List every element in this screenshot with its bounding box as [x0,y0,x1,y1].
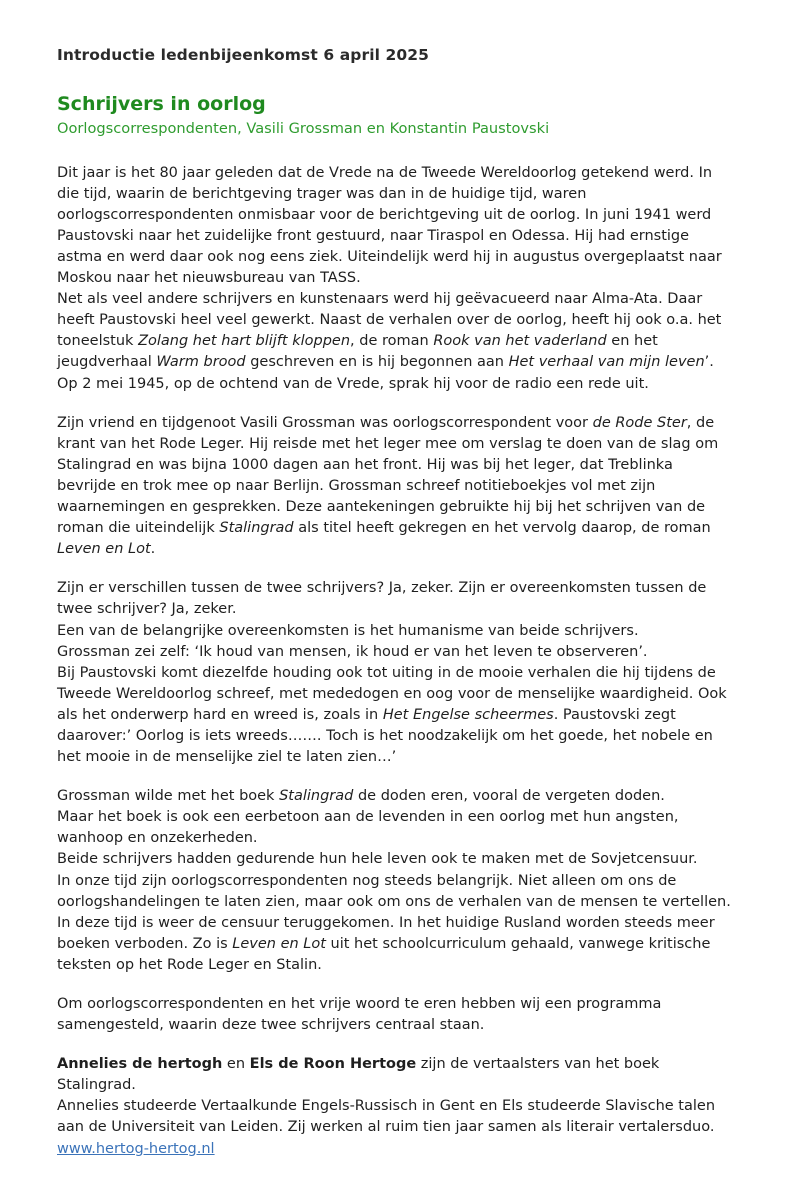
title-leven-en-lot: Leven en Lot [57,541,151,558]
title-het-verhaal-van-mijn-leven: Het verhaal van mijn leven [508,354,705,371]
title-zolang-het-hart: Zolang het hart blijft kloppen [138,333,351,350]
paragraph-2-part-e: ’. [704,354,714,371]
translator-name-1: Annelies de hertogh [57,1056,223,1073]
paragraph-6-line-2: Maar het boek is ook een eerbetoon aan de levenden in een oorlog met hun angsten, wanhoop en onzekerheden. [57,809,679,847]
website-link[interactable]: www.hertog-hertog.nl [57,1140,215,1157]
paragraph-2-part-b: , de roman [350,333,434,350]
title-stalingrad: Stalingrad [219,520,294,537]
paragraph-2-part-a: Net als veel andere schrijvers en kunstenaars werd hij geëvacueerd naar Alma-Ata. Daar heeft Paustovski heel veel gewerkt. Naast de verhalen over de oorlog, heeft hij ook o.a. het toneelstuk [57,291,722,350]
paragraph-5-line-1: Zijn er verschillen tussen de twee schrijvers? Ja, zeker. Zijn er overeenkomsten tussen de twee schrijver? Ja, zeker. [57,580,707,618]
paragraph-2 [57,289,734,373]
title-stalingrad-2: Stalingrad [279,788,354,805]
paragraph-1: Dit jaar is het 80 jaar geleden dat de Vrede na de Tweede Wereldoorlog getekend werd. In die tijd, waarin de berichtgeving trager was dan in de huidige tijd, waren oorlogscorrespondenten onmisbaar voor de berichtgeving uit de oorlog. In juni 1941 werd Paustovski naar het zuidelijke front gestuurd, naar Tiraspol en Odessa. Hij had ernstige astma en werd daar ook nog eens ziek. Uiteindelijk werd hij in augustus overgeplaatst naar Moskou naar het nieuwsbureau van TASS. [57,164,722,287]
paragraph-5-line-2: Een van de belangrijke overeenkomsten is het humanisme van beide schrijvers. [57,622,639,639]
paragraph-9: Annelies studeerde Vertaalkunde Engels-Russisch in Gent en Els studeerde Slavische talen aan de Universiteit van Leiden. Zij werken al ruim tien jaar samen als literair vertalersduo. [57,1098,716,1136]
title-de-rode-ster: de Rode Ster [592,414,687,431]
paragraph-4-part-d: . [150,541,156,558]
paragraph-6-part-a: Grossman wilde met het boek [57,788,280,805]
title-leven-en-lot-2: Leven en Lot [232,935,326,952]
paragraph-5-line-4 [57,663,734,768]
title-het-engelse-scheermes: Het Engelse scheermes [382,706,554,723]
paragraph-2-part-c: en het jeugdverhaal [57,333,658,371]
translator-name-2: Els de Roon Hertoge [249,1056,417,1073]
title-rook-van-het-vaderland: Rook van het vaderland [433,333,607,350]
paragraph-6-part-c: In onze tijd zijn oorlogscorrespondenten nog steeds belangrijk. Niet alleen om ons de oorlogshandelingen te laten zien, maar ook om ons de verhalen van de mensen te vertellen. In deze tijd is weer de censuur teruggekomen. In het huidige Rusland worden steeds meer boeken verboden. Zo is [57,872,731,952]
website-link-wrapper [57,1139,734,1160]
document-title: Introductie ledenbijeenkomst 6 april 2025 [57,46,430,64]
paragraph-7: Om oorlogscorrespondenten en het vrije woord te eren hebben wij een programma samengesteld, waarin deze twee schrijvers centraal staan. [57,996,662,1034]
paragraph-8-translators [57,1054,734,1096]
paragraph-6-line-4 [57,871,734,976]
paragraph-5-part-a: Bij Paustovski komt diezelfde houding ook tot uiting in de mooie verhalen die hij tijdens de Tweede Wereldoorlog schreef, met mededogen en oog voor de menselijke waardigheid. Ook als het onderwerp hard en wreed is, zoals in [57,664,727,723]
paragraph-6-line-3: Beide schrijvers hadden gedurende hun hele leven ook te maken met de Sovjetcensuur. [57,851,698,868]
paragraph-4-part-a: Zijn vriend en tijdgenoot Vasili Grossman was oorlogscorrespondent voor [57,414,593,431]
section-subheading: Oorlogscorrespondenten, Vasili Grossman en Konstantin Paustovski [57,120,550,138]
paragraph-4-part-b: , de krant van het Rode Leger. Hij reisde met het leger mee om verslag te doen van de slag om Stalingrad en was bijna 1000 dagen aan het front. Hij was bij het leger, dat Treblinka bevrijde en trok mee op naar Berlijn. Grossman schreef notitieboekjes vol met zijn waarnemingen en gesprekken. Deze aantekeningen gebruikte hij bij het schrijven van de roman die uiteindelijk [57,414,719,537]
paragraph-8-conjunction: en [222,1056,250,1073]
paragraph-5-part-b: . Paustovski zegt daarover:’ Oorlog is iets wreeds……. Toch is het noodzakelijk om het goede, het nobele en het mooie in de menselijke ziel te laten zien…’ [57,706,713,766]
paragraph-4-part-c: als titel heeft gekregen en het vervolg daarop, de roman [293,520,711,537]
paragraph-4 [57,413,734,561]
paragraph-2-part-d: geschreven en is hij begonnen aan [245,354,509,371]
paragraph-3: Op 2 mei 1945, op de ochtend van de Vrede, sprak hij voor de radio een rede uit. [57,375,649,392]
paragraph-6-line-1 [57,786,734,807]
paragraph-6-part-d: uit het schoolcurriculum gehaald, vanwege kritische teksten op het Rode Leger en Stalin. [57,935,711,973]
paragraph-6-part-b: de doden eren, vooral de vergeten doden. [353,788,665,805]
paragraph-5-line-3: Grossman zei zelf: ‘Ik houd van mensen, ik houd er van het leven te observeren’. [57,643,648,660]
paragraph-8-rest: zijn de vertaalsters van het boek Stalingrad. [57,1056,660,1094]
title-warm-brood: Warm brood [156,354,246,371]
section-heading: Schrijvers in oorlog [57,92,266,115]
